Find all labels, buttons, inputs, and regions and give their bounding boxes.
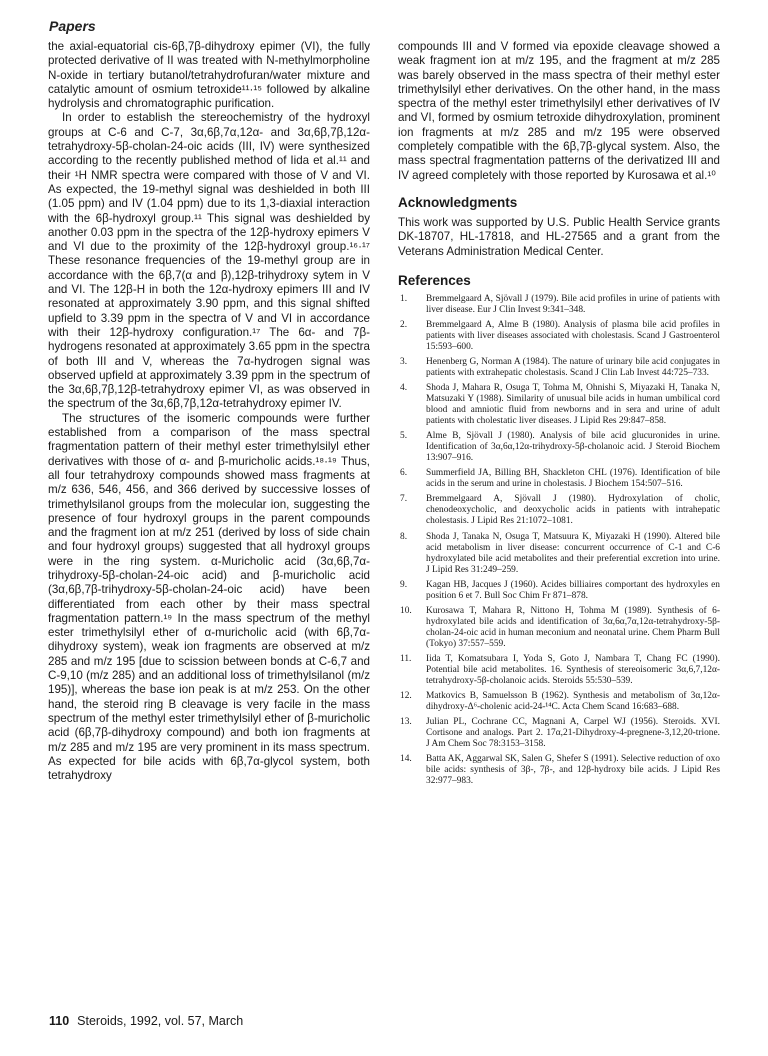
body-paragraph: compounds III and V formed via epoxide cleavage showed a weak fragment ion at m/z 195, and the fragment at m/z 285 was barely observed in the mass spectra of their methyl ester trimethylsilyl ether derivatives. On the other hand, in the mass spectra of the methyl ester trimethylsilyl ether derivatives of IV and VI, formed by osmium tetroxide dihydroxylation, prominent ion fragments at m/z 285 and m/z 195 were observed completely compatible with the 6β,7β-glycal system. Also, the mass spectral fragmentation patterns of the derivatized III and IV agreed completely with those reported by Kurosawa et al.¹⁰ xyxy=(398,40,720,182)
reference-text: Batta AK, Aggarwal SK, Salen G, Shefer S (1991). Selective reduction of oxo bile acids: synthesis of 3β-, 7β-, and 12β-hydroxy bile acids. J Lipid Res 32:977–983. xyxy=(426,754,720,787)
reference-number: 8. xyxy=(400,531,408,542)
reference-text: Bremmelgaard A, Alme B (1980). Analysis of plasma bile acid profiles in patients with liver diseases associated with cholestasis. Scand J Gastroenterol 15:593–600. xyxy=(426,319,720,352)
left-column xyxy=(48,40,370,783)
reference-text: Shoda J, Tanaka N, Osuga T, Matsuura K, Miyazaki H (1990). Altered bile acid metabolism in liver disease: concurrent occurrence of C-1 and C-6 hydroxylated bile acid metabolites and their preferential excretion into urine. J Lipid Res 31:249–259. xyxy=(426,531,720,575)
reference-item xyxy=(398,494,720,527)
right-column xyxy=(398,40,720,791)
reference-text: Bremmelgaard A, Sjövall J (1980). Hydroxylation of cholic, chenodeoxycholic, and deoxycholic acids in patients with intrahepatic cholestasis. J Lipid Res 21:1072–1081. xyxy=(426,494,720,527)
reference-item xyxy=(398,717,720,750)
page-number: 110 xyxy=(49,1014,70,1028)
reference-list xyxy=(398,294,720,787)
reference-item xyxy=(398,532,720,576)
reference-number: 13. xyxy=(400,716,412,727)
reference-text: Shoda J, Mahara R, Osuga T, Tohma M, Ohnishi S, Miyazaki H, Tanaka N, Matsuzaki Y (1988). Similarity of unusual bile acids in human umbilical cord blood and amniotic fluid from newborns and in sera and urine of adult patients with cholestatic liver diseases. J Lipid Res 29:847–858. xyxy=(426,383,720,427)
reference-text: Kurosawa T, Mahara R, Nittono H, Tohma M (1989). Synthesis of 6-hydroxylated bile acids and identification of 3α,6α,7α,12α-tetrahydroxy-5β-cholan-24-oic acid in human meconium and neonatal urine. Chem Pharm Bull (Tokyo) 37:557–559. xyxy=(426,605,720,649)
body-paragraph: The structures of the isomeric compounds were further established from a comparison of the mass spectral fragmentation pattern of their methyl ester trimethylsilyl ether derivatives with those of α- and β-muricholic acids.¹⁸·¹⁹ Thus, all four tetrahydroxy compounds showed mass fragments at m/z 636, 546, 456, and 366 derived by successive losses of trimethylsilanol groups from the molecular ion, suggesting the presence of four hydroxyl groups in the parent compounds and the fragment ion at m/z 251 (derived by loss of side chain and four hydroxyl groups) suggested that all hydroxyl groups were in the ring system. α-Muricholic acid (3α,6β,7α-trihydroxy-5β-cholan-24-oic acid) and β-muricholic acid (3α,6β,7β-trihydroxy-5β-cholan-24-oic acid) have been differentiated from each other by their mass spectral fragmentation pattern.¹⁹ In the mass spectrum of the methyl ester trimethylsilyl ether of α-muricholic acid (with 6β,7α-dihydroxy system), weak ion fragments are observed at m/z 285 and m/z 195 [due to scission between bonds at C-6,7 and C-9,10 (m/z 285) and an additional loss of trimethylsilanol (m/z 195)], whereas the base ion peak is at m/z 253. On the other hand, the steroid ring B cleavage is very facile in the mass spectrum of the methyl ester trimethylsilyl ether of β-muricholic acid (6β,7β-dihydroxy compound) and both ion fragments at m/z 285 and m/z 195 are very prominent in its mass spectrum. As expected for bile acids with 6β,7α-glycol system, both tetrahydroxy xyxy=(48,411,370,783)
reference-number: 7. xyxy=(400,494,408,505)
acknowledgments-heading: Acknowledgments xyxy=(398,194,518,210)
reference-number: 4. xyxy=(400,383,408,394)
reference-item xyxy=(398,654,720,687)
reference-text: Iida T, Komatsubara I, Yoda S, Goto J, Nambara T, Chang FC (1990). Potential bile acid metabolites. 16. Synthesis of stereoisomeric 3α,6,7,12α-tetrahydroxy-5β-cholanoic acids. Steroids 55:530–539. xyxy=(426,653,720,686)
reference-number: 2. xyxy=(400,319,408,330)
reference-item xyxy=(398,294,720,316)
reference-number: 11. xyxy=(400,653,412,664)
acknowledgments-text: This work was supported by U.S. Public Health Service grants DK-18707, HL-17818, and HL-27565 and a grant from the Veterans Administration Medical Center. xyxy=(398,215,720,258)
reference-text: Kagan HB, Jacques J (1960). Acides billiaires comportant des hydroxyles en position 6 et 7. Bull Soc Chim Fr 871–878. xyxy=(426,579,720,601)
reference-text: Henenberg G, Norman A (1984). The nature of urinary bile acid conjugates in patients with extrahepatic cholestasis. Scand J Clin Lab Invest 44:725–733. xyxy=(426,357,720,379)
reference-item xyxy=(398,357,720,379)
reference-item xyxy=(398,691,720,713)
reference-number: 6. xyxy=(400,468,408,479)
reference-number: 1. xyxy=(400,293,408,304)
reference-number: 14. xyxy=(400,754,412,765)
reference-text: Alme B, Sjövall J (1980). Analysis of bile acid glucuronides in urine. Identification of 3α,6α,12α-trihydroxy-5β-cholanoic acid. J Steroid Biochem 13:907–916. xyxy=(426,431,720,464)
reference-number: 5. xyxy=(400,431,408,442)
reference-number: 3. xyxy=(400,357,408,368)
reference-item xyxy=(398,320,720,353)
reference-text: Matkovics B, Samuelsson B (1962). Synthesis and metabolism of 3α,12α-dihydroxy-Δ⁶-cholenic acid-24-¹⁴C. Acta Chem Scand 16:683–688. xyxy=(426,690,720,712)
reference-number: 12. xyxy=(400,690,412,701)
reference-item xyxy=(398,468,720,490)
reference-number: 9. xyxy=(400,579,408,590)
reference-item xyxy=(398,606,720,650)
reference-item xyxy=(398,580,720,602)
reference-text: Julian PL, Cochrane CC, Magnani A, Carpel WJ (1956). Steroids. XVI. Cortisone and analogs. Part 2. 17α,21-Dihydroxy-4-pregnene-3,12,20-trione. J Am Chem Soc 78:3153–3158. xyxy=(426,716,720,749)
reference-item xyxy=(398,754,720,787)
reference-number: 10. xyxy=(400,605,412,616)
reference-item xyxy=(398,383,720,427)
reference-item xyxy=(398,431,720,464)
reference-text: Bremmelgaard A, Sjövall J (1979). Bile acid profiles in urine of patients with liver disease. Eur J Clin Invest 9:341–348. xyxy=(426,293,720,315)
section-label: Papers xyxy=(49,18,96,34)
body-paragraph: In order to establish the stereochemistry of the hydroxyl groups at C-6 and C-7, 3α,6β,7α,12α- and 3α,6β,7β,12α-tetrahydroxy-5β-cholan-24-oic acids (III, IV) were synthesized according to the recently published method of Iida et al.¹¹ and their ¹H NMR spectra were compared with those of V and VI. As expected, the 19-methyl signal was deshielded in both III (1.05 ppm) and IV (1.04 ppm) due to its 1,3-diaxial interaction with the 6β-hydroxyl group.¹¹ This signal was deshielded by another 0.03 ppm in the spectra of the 12β-hydroxy epimers V and VI due to the proximity of the 12β-hydroxyl group.¹⁶·¹⁷ These resonance frequencies of the 19-methyl group are in accordance with the 6β,7(α and β),12β-trihydroxy sytem in V and VI. The 12β-H in both the 12α-hydroxy epimers III and IV resonated at approximately 3.90 ppm, and this signal shifted upfield to 3.39 ppm in the spectra of V and VI in accordance with their 12β-hydroxy configuration.¹⁷ The 6α- and 7β-hydrogens resonated at approximately 3.65 ppm in the spectra of both III and V, whereas the 7α-hydrogen signal was observed upfield at approximately 3.39 ppm in the spectrum of the 3α,6β,7β,12β-tetrahydroxy epimer VI, as was observed in the spectrum of the 3α,6β,7β,12α-tetrahydroxy epimer IV. xyxy=(48,111,370,411)
page-footer xyxy=(49,1014,243,1028)
references-heading: References xyxy=(398,272,471,288)
journal-citation: Steroids, 1992, vol. 57, March xyxy=(77,1014,244,1028)
body-paragraph: the axial-equatorial cis-6β,7β-dihydroxy epimer (VI), the fully protected derivative of II was treated with N-methylmorpholine N-oxide in tertiary butanol/tetrahydrofuran/water mixture and catalytic amount of osmium tetroxide¹¹·¹⁵ followed by alkaline hydrolysis and chromatographic purification. xyxy=(48,40,370,111)
reference-text: Summerfield JA, Billing BH, Shackleton CHL (1976). Identification of bile acids in the serum and urine in cholestasis. J Biochem 154:507–516. xyxy=(426,468,720,490)
